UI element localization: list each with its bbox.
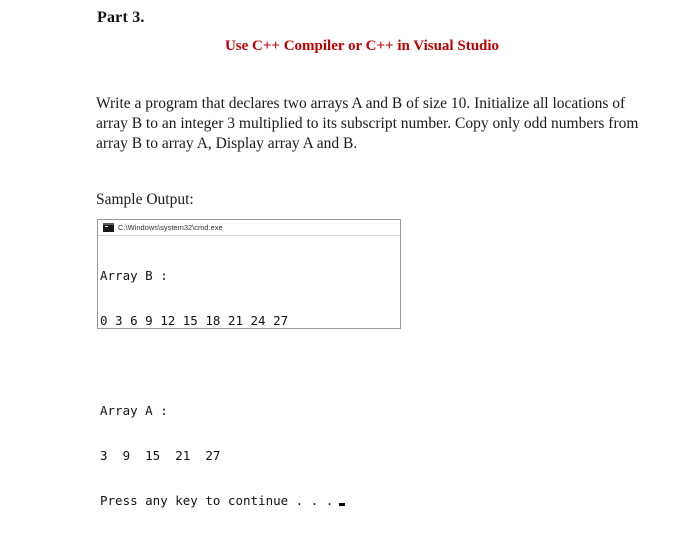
console-line — [100, 358, 400, 373]
console-line: Array A : — [100, 403, 168, 418]
text-cursor-icon — [339, 503, 345, 506]
cmd-window-icon — [103, 223, 114, 232]
compiler-note: Use C++ Compiler or C++ in Visual Studio — [224, 38, 500, 54]
console-window — [97, 219, 401, 508]
console-prompt-text: Press any key to continue . . . — [100, 493, 334, 508]
sample-output-label: Sample Output: — [96, 191, 194, 208]
console-line-last — [100, 493, 400, 508]
console-line: 3 9 15 21 27 — [100, 448, 221, 463]
part-title: Part 3. — [97, 9, 145, 26]
console-title: C:\Windows\system32\cmd.exe — [118, 223, 223, 232]
console-line: Array B : — [100, 268, 168, 283]
console-line: 0 3 6 9 12 15 18 21 24 27 — [100, 313, 289, 328]
console-titlebar — [98, 220, 400, 236]
instructions-paragraph: Write a program that declares two arrays A and B of size 10. Initialize all locations of array B to an integer 3 multiplied to its subscript number. Copy only odd numbers from array B to array A, Display array A and B. — [96, 95, 639, 152]
console-output — [98, 236, 400, 538]
